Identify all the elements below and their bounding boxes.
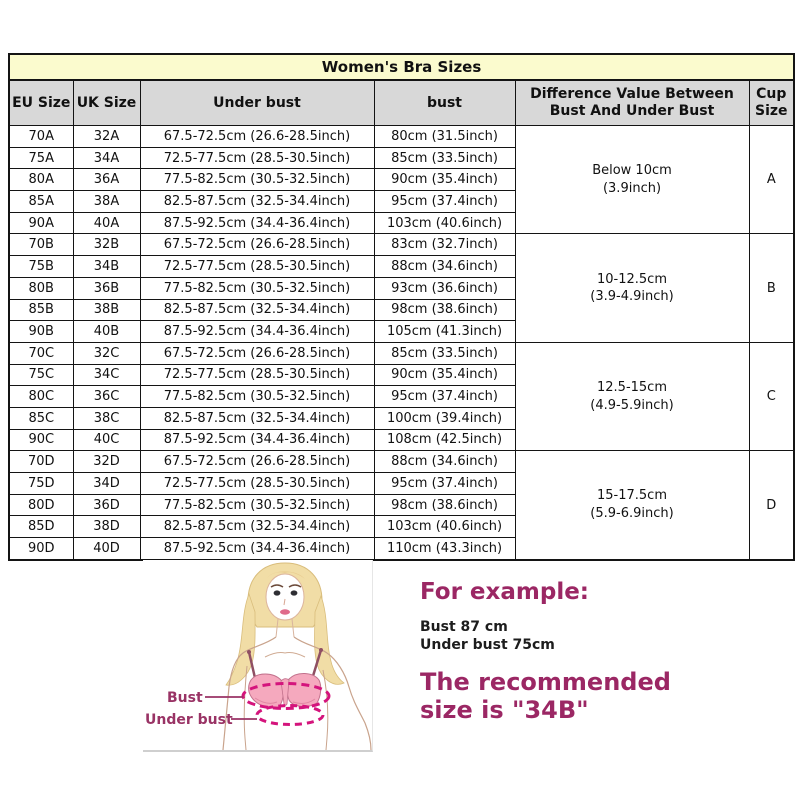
lips bbox=[280, 609, 290, 614]
bust-cell: 88cm (34.6inch) bbox=[374, 451, 515, 473]
uk-size-cell: 32B bbox=[73, 234, 140, 256]
eu-size-cell: 85A bbox=[9, 191, 73, 213]
table-title-row bbox=[9, 54, 794, 80]
under-bust-cell: 77.5-82.5cm (30.5-32.5inch) bbox=[140, 169, 374, 191]
uk-size-cell: 34B bbox=[73, 256, 140, 278]
eye-left bbox=[274, 590, 281, 595]
cup-size-cell: C bbox=[749, 342, 794, 450]
bust-cell: 80cm (31.5inch) bbox=[374, 126, 515, 148]
eu-size-cell: 80A bbox=[9, 169, 73, 191]
eu-size-cell: 90A bbox=[9, 212, 73, 234]
uk-size-cell: 38C bbox=[73, 407, 140, 429]
eu-size-cell: 85B bbox=[9, 299, 73, 321]
uk-size-cell: 32D bbox=[73, 451, 140, 473]
under-bust-cell: 87.5-92.5cm (34.4-36.4inch) bbox=[140, 321, 374, 343]
measurement-illustration bbox=[143, 560, 373, 752]
hair-strand-right bbox=[315, 596, 345, 684]
eu-size-cell: 70C bbox=[9, 342, 73, 364]
example-heading: For example: bbox=[420, 579, 589, 605]
bust-cell: 95cm (37.4inch) bbox=[374, 191, 515, 213]
table-row bbox=[9, 234, 794, 256]
cup-size-cell: A bbox=[749, 126, 794, 234]
cup-size-cell: D bbox=[749, 451, 794, 560]
uk-size-cell: 36A bbox=[73, 169, 140, 191]
eu-size-cell: 80B bbox=[9, 277, 73, 299]
uk-size-cell: 34D bbox=[73, 473, 140, 495]
bra-cup-right bbox=[287, 673, 321, 706]
eu-size-cell: 90C bbox=[9, 429, 73, 451]
under-bust-cell: 72.5-77.5cm (28.5-30.5inch) bbox=[140, 256, 374, 278]
eu-size-cell: 85D bbox=[9, 516, 73, 538]
eye-right bbox=[291, 590, 298, 595]
eu-size-cell: 80D bbox=[9, 494, 73, 516]
under-bust-cell: 67.5-72.5cm (26.6-28.5inch) bbox=[140, 234, 374, 256]
table-row bbox=[9, 126, 794, 148]
column-header-eu-size: EU Size bbox=[9, 80, 73, 126]
cup-size-cell: B bbox=[749, 234, 794, 342]
bust-cell: 95cm (37.4inch) bbox=[374, 386, 515, 408]
example-recommendation: The recommended size is "34B" bbox=[420, 668, 671, 725]
uk-size-cell: 34C bbox=[73, 364, 140, 386]
bust-cell: 98cm (38.6inch) bbox=[374, 299, 515, 321]
under-bust-cell: 67.5-72.5cm (26.6-28.5inch) bbox=[140, 451, 374, 473]
under-bust-cell: 77.5-82.5cm (30.5-32.5inch) bbox=[140, 386, 374, 408]
eu-size-cell: 70B bbox=[9, 234, 73, 256]
bust-cell: 90cm (35.4inch) bbox=[374, 364, 515, 386]
difference-cell bbox=[515, 126, 749, 234]
under-bust-cell: 87.5-92.5cm (34.4-36.4inch) bbox=[140, 538, 374, 560]
under-bust-cell: 67.5-72.5cm (26.6-28.5inch) bbox=[140, 126, 374, 148]
difference-inch: (5.9-6.9inch) bbox=[590, 506, 674, 522]
difference-cm: 15-17.5cm bbox=[597, 488, 667, 504]
eu-size-cell: 90D bbox=[9, 538, 73, 560]
eu-size-cell: 75D bbox=[9, 473, 73, 495]
uk-size-cell: 32C bbox=[73, 342, 140, 364]
under-bust-cell: 77.5-82.5cm (30.5-32.5inch) bbox=[140, 277, 374, 299]
eu-size-cell: 75B bbox=[9, 256, 73, 278]
uk-size-cell: 38D bbox=[73, 516, 140, 538]
bust-cell: 90cm (35.4inch) bbox=[374, 169, 515, 191]
hair-strand-left bbox=[226, 594, 255, 685]
bust-cell: 103cm (40.6inch) bbox=[374, 212, 515, 234]
bust-cell: 88cm (34.6inch) bbox=[374, 256, 515, 278]
column-header-cup-size: Cup Size bbox=[749, 80, 794, 126]
strap-ring-left bbox=[247, 650, 251, 654]
bust-cell: 85cm (33.5inch) bbox=[374, 147, 515, 169]
under-bust-cell: 72.5-77.5cm (28.5-30.5inch) bbox=[140, 364, 374, 386]
under-bust-cell: 82.5-87.5cm (32.5-34.4inch) bbox=[140, 516, 374, 538]
table-row bbox=[9, 342, 794, 364]
under-bust-cell: 82.5-87.5cm (32.5-34.4inch) bbox=[140, 299, 374, 321]
difference-cm: 12.5-15cm bbox=[597, 380, 667, 396]
bust-cell: 103cm (40.6inch) bbox=[374, 516, 515, 538]
bust-cell: 95cm (37.4inch) bbox=[374, 473, 515, 495]
eu-size-cell: 75A bbox=[9, 147, 73, 169]
example-block bbox=[420, 579, 790, 725]
table-row bbox=[9, 451, 794, 473]
column-header-bust: bust bbox=[374, 80, 515, 126]
bust-cell: 110cm (43.3inch) bbox=[374, 538, 515, 560]
bust-cell: 98cm (38.6inch) bbox=[374, 494, 515, 516]
bra-size-table bbox=[8, 53, 795, 561]
table-title: Women's Bra Sizes bbox=[9, 54, 794, 80]
eu-size-cell: 70A bbox=[9, 126, 73, 148]
difference-inch: (3.9-4.9inch) bbox=[590, 289, 674, 305]
under-bust-cell: 87.5-92.5cm (34.4-36.4inch) bbox=[140, 429, 374, 451]
strap-ring-right bbox=[319, 648, 323, 652]
uk-size-cell: 40C bbox=[73, 429, 140, 451]
difference-cell bbox=[515, 451, 749, 560]
bust-cell: 105cm (41.3inch) bbox=[374, 321, 515, 343]
under-bust-cell: 77.5-82.5cm (30.5-32.5inch) bbox=[140, 494, 374, 516]
under-bust-cell: 67.5-72.5cm (26.6-28.5inch) bbox=[140, 342, 374, 364]
bust-cell: 108cm (42.5inch) bbox=[374, 429, 515, 451]
bust-label: Bust bbox=[167, 690, 203, 706]
uk-size-cell: 38B bbox=[73, 299, 140, 321]
torso-left bbox=[244, 666, 247, 750]
bust-cell: 100cm (39.4inch) bbox=[374, 407, 515, 429]
example-bust-line: Bust 87 cm bbox=[420, 619, 508, 635]
difference-inch: (3.9inch) bbox=[602, 180, 662, 196]
column-header-difference: Difference Value Between Bust And Under Bust bbox=[515, 80, 749, 126]
uk-size-cell: 34A bbox=[73, 147, 140, 169]
uk-size-cell: 40D bbox=[73, 538, 140, 560]
uk-size-cell: 36C bbox=[73, 386, 140, 408]
bust-cell: 85cm (33.5inch) bbox=[374, 342, 515, 364]
eu-size-cell: 80C bbox=[9, 386, 73, 408]
difference-cm: Below 10cm bbox=[592, 163, 672, 179]
eu-size-cell: 85C bbox=[9, 407, 73, 429]
example-under-bust-line: Under bust 75cm bbox=[420, 637, 555, 654]
uk-size-cell: 32A bbox=[73, 126, 140, 148]
woman-figure bbox=[143, 560, 372, 750]
collarbone bbox=[265, 653, 305, 658]
under-bust-cell: 72.5-77.5cm (28.5-30.5inch) bbox=[140, 473, 374, 495]
eu-size-cell: 75C bbox=[9, 364, 73, 386]
table-header-row bbox=[9, 80, 794, 126]
eu-size-cell: 90B bbox=[9, 321, 73, 343]
torso-right bbox=[323, 670, 328, 750]
difference-cell bbox=[515, 342, 749, 450]
bust-cell: 93cm (36.6inch) bbox=[374, 277, 515, 299]
example-measurements bbox=[420, 618, 790, 654]
eu-size-cell: 70D bbox=[9, 451, 73, 473]
under-bust-cell: 82.5-87.5cm (32.5-34.4inch) bbox=[140, 407, 374, 429]
column-header-under-bust: Under bust bbox=[140, 80, 374, 126]
uk-size-cell: 36D bbox=[73, 494, 140, 516]
uk-size-cell: 40B bbox=[73, 321, 140, 343]
uk-size-cell: 40A bbox=[73, 212, 140, 234]
under-bust-label: Under bust bbox=[145, 712, 233, 728]
column-header-uk-size: UK Size bbox=[73, 80, 140, 126]
uk-size-cell: 36B bbox=[73, 277, 140, 299]
under-bust-cell: 72.5-77.5cm (28.5-30.5inch) bbox=[140, 147, 374, 169]
difference-cell bbox=[515, 234, 749, 342]
under-bust-cell: 87.5-92.5cm (34.4-36.4inch) bbox=[140, 212, 374, 234]
under-bust-cell: 82.5-87.5cm (32.5-34.4inch) bbox=[140, 191, 374, 213]
difference-cm: 10-12.5cm bbox=[597, 271, 667, 287]
uk-size-cell: 38A bbox=[73, 191, 140, 213]
difference-inch: (4.9-5.9inch) bbox=[590, 397, 674, 413]
bust-cell: 83cm (32.7inch) bbox=[374, 234, 515, 256]
